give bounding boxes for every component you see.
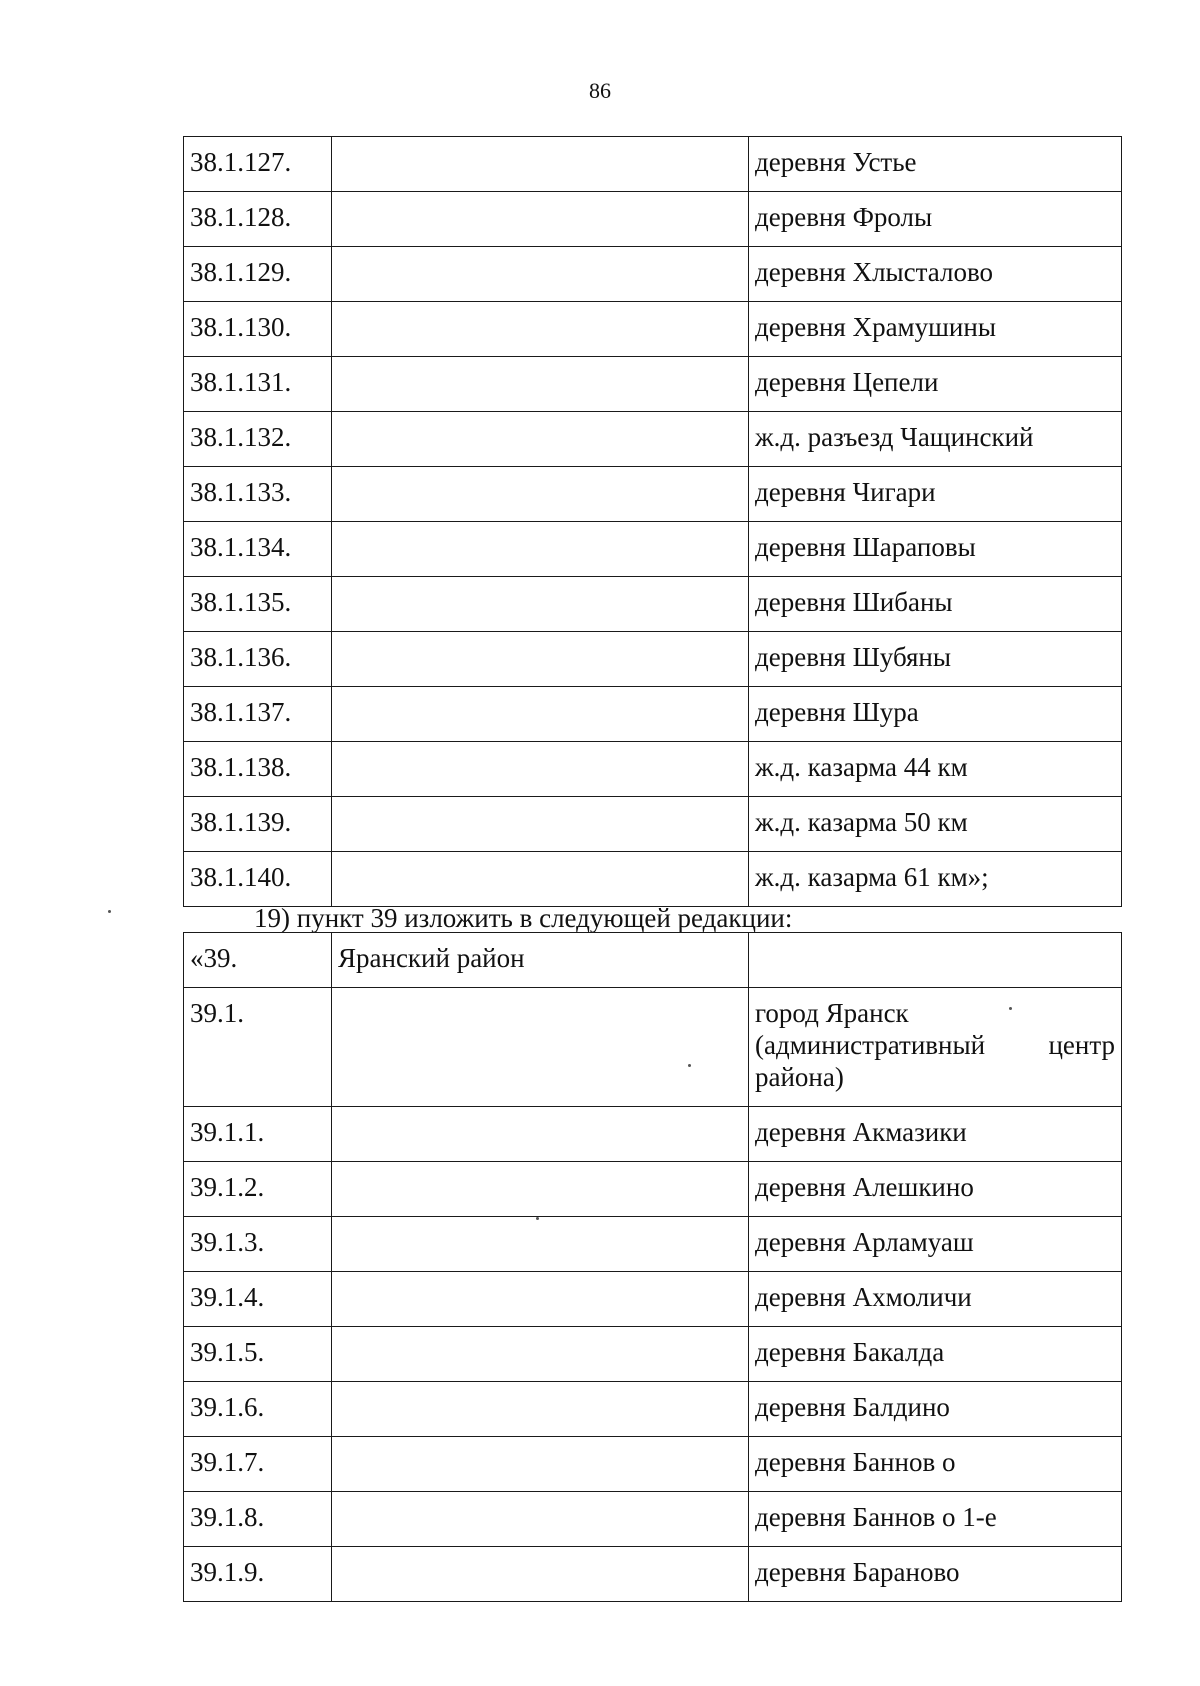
settlement-note: района) — [755, 1062, 844, 1092]
table-row — [184, 412, 1122, 467]
row-number: 39.1.8. — [184, 1492, 332, 1547]
settlement-note: центр — [1048, 1030, 1115, 1060]
settlement-name: деревня Хлысталово — [749, 247, 1122, 302]
row-number: «39. — [184, 933, 332, 988]
settlement-name: деревня Акмазики — [749, 1107, 1122, 1162]
table-row — [184, 988, 1122, 1107]
table-row — [184, 1382, 1122, 1437]
settlement-name: деревня Чигари — [749, 467, 1122, 522]
table-row — [184, 1272, 1122, 1327]
district-name — [332, 687, 749, 742]
district-name — [332, 577, 749, 632]
district-name: Яранский район — [332, 933, 749, 988]
row-number: 39.1. — [184, 988, 332, 1107]
district-name — [332, 852, 749, 907]
table-row — [184, 1492, 1122, 1547]
table-row — [184, 247, 1122, 302]
table-row — [184, 797, 1122, 852]
district-name — [332, 1382, 749, 1437]
settlement-name: деревня Алешкино — [749, 1162, 1122, 1217]
row-number: 39.1.6. — [184, 1382, 332, 1437]
table-row — [184, 357, 1122, 412]
row-number: 39.1.2. — [184, 1162, 332, 1217]
settlement-name: деревня Бакалда — [749, 1327, 1122, 1382]
district-name — [332, 1107, 749, 1162]
row-number: 39.1.1. — [184, 1107, 332, 1162]
row-number: 39.1.9. — [184, 1547, 332, 1602]
settlement-name: деревня Балдино — [749, 1382, 1122, 1437]
row-number: 38.1.128. — [184, 192, 332, 247]
row-number: 39.1.5. — [184, 1327, 332, 1382]
settlement-title: Яранск — [825, 998, 909, 1028]
settlement-name: деревня Шараповы — [749, 522, 1122, 577]
row-number: 39.1.4. — [184, 1272, 332, 1327]
district-name — [332, 1327, 749, 1382]
table-row — [184, 1107, 1122, 1162]
district-name — [332, 302, 749, 357]
table-row — [184, 632, 1122, 687]
table-row — [184, 302, 1122, 357]
district-name — [332, 467, 749, 522]
district-name — [332, 1547, 749, 1602]
table-row — [184, 137, 1122, 192]
district-name — [332, 988, 749, 1107]
district-name — [332, 1492, 749, 1547]
district-name — [332, 742, 749, 797]
settlement-note: (административный — [755, 1030, 986, 1060]
settlement-name: деревня Баннов о 1-е — [749, 1492, 1122, 1547]
district-name — [332, 1272, 749, 1327]
settlement-name — [749, 988, 1122, 1107]
settlement-name — [749, 933, 1122, 988]
scan-speck — [108, 910, 111, 913]
settlement-name: ж.д. казарма 61 км»; — [749, 852, 1122, 907]
settlement-type: город — [755, 998, 819, 1028]
district-name — [332, 247, 749, 302]
table-row — [184, 1217, 1122, 1272]
settlement-name: деревня Устье — [749, 137, 1122, 192]
row-number: 38.1.136. — [184, 632, 332, 687]
table-row — [184, 742, 1122, 797]
row-number: 38.1.138. — [184, 742, 332, 797]
table-row — [184, 852, 1122, 907]
table-row — [184, 933, 1122, 988]
settlement-name: деревня Бараново — [749, 1547, 1122, 1602]
settlement-name: деревня Фролы — [749, 192, 1122, 247]
row-number: 38.1.134. — [184, 522, 332, 577]
table-row — [184, 192, 1122, 247]
row-number: 38.1.132. — [184, 412, 332, 467]
settlements-table-38 — [183, 136, 1122, 907]
settlement-name: деревня Храмушины — [749, 302, 1122, 357]
table-row — [184, 1327, 1122, 1382]
row-number: 38.1.135. — [184, 577, 332, 632]
row-number: 38.1.131. — [184, 357, 332, 412]
row-number: 38.1.130. — [184, 302, 332, 357]
settlements-table-39 — [183, 932, 1122, 1602]
table-row — [184, 467, 1122, 522]
table-row — [184, 1437, 1122, 1492]
district-name — [332, 1217, 749, 1272]
row-number: 38.1.137. — [184, 687, 332, 742]
row-number: 38.1.140. — [184, 852, 332, 907]
row-number: 39.1.7. — [184, 1437, 332, 1492]
row-number: 38.1.139. — [184, 797, 332, 852]
district-name — [332, 192, 749, 247]
district-name — [332, 522, 749, 577]
settlement-name: деревня Шубяны — [749, 632, 1122, 687]
scan-speck — [688, 1064, 691, 1067]
district-name — [332, 137, 749, 192]
amendment-instruction: 19) пункт 39 изложить в следующей редакции: — [254, 903, 793, 933]
scan-speck — [1009, 1007, 1012, 1010]
row-number: 38.1.127. — [184, 137, 332, 192]
page-number: 86 — [589, 78, 611, 103]
table-row — [184, 577, 1122, 632]
table-row — [184, 522, 1122, 577]
table-row — [184, 687, 1122, 742]
settlement-name: ж.д. разъезд Чащинский — [749, 412, 1122, 467]
settlement-name: деревня Шура — [749, 687, 1122, 742]
settlement-name: ж.д. казарма 50 км — [749, 797, 1122, 852]
row-number: 38.1.133. — [184, 467, 332, 522]
district-name — [332, 412, 749, 467]
district-name — [332, 1437, 749, 1492]
settlement-name: ж.д. казарма 44 км — [749, 742, 1122, 797]
settlement-name: деревня Цепели — [749, 357, 1122, 412]
settlement-name: деревня Арламуаш — [749, 1217, 1122, 1272]
row-number: 38.1.129. — [184, 247, 332, 302]
scan-speck — [536, 1217, 539, 1220]
table-row — [184, 1547, 1122, 1602]
row-number: 39.1.3. — [184, 1217, 332, 1272]
settlement-name: деревня Ахмоличи — [749, 1272, 1122, 1327]
district-name — [332, 632, 749, 687]
district-name — [332, 1162, 749, 1217]
settlement-name: деревня Баннов о — [749, 1437, 1122, 1492]
district-name — [332, 357, 749, 412]
table-row — [184, 1162, 1122, 1217]
settlement-name: деревня Шибаны — [749, 577, 1122, 632]
district-name — [332, 797, 749, 852]
